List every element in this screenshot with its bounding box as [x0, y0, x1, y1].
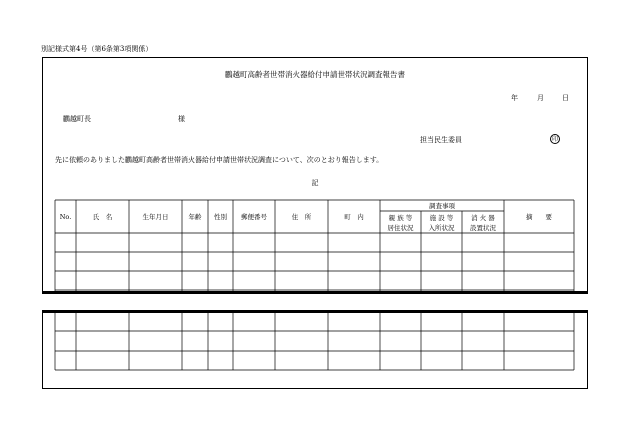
- header-name: 氏 名: [92, 213, 113, 221]
- date-month: 月: [537, 94, 544, 102]
- ki-mark: 記: [311, 179, 319, 187]
- header-extinguisher-1: 消 火 器: [471, 214, 495, 222]
- seal-mark: 印: [551, 136, 558, 143]
- date-year: 年: [511, 94, 518, 102]
- header-relatives-1: 親 族 等: [388, 214, 413, 222]
- header-survey-items: 調査事項: [429, 202, 455, 210]
- header-age: 年齢: [188, 213, 202, 221]
- addressee: 鸝越町長: [63, 115, 91, 123]
- header-address: 住 所: [291, 213, 312, 221]
- document-title: 鸝越町高齢者世帯消火器給付申請世帯状況調査報告書: [225, 70, 405, 79]
- commissioner-label: 担当民生委員: [420, 136, 462, 144]
- body-text: 先に依頼のありました鸝越町高齢者世帯消火器給付申請世帯状況調査について、次のとおり報告します。: [55, 156, 384, 164]
- header-remarks: 摘 要: [526, 213, 552, 221]
- header-facility-1: 施 設 等: [429, 214, 454, 222]
- header-birthdate: 生年月日: [142, 213, 169, 221]
- header-town: 町 内: [344, 213, 364, 221]
- date-day: 日: [562, 94, 569, 102]
- header-no: No.: [59, 213, 72, 221]
- honorific: 様: [178, 115, 185, 123]
- page-break-line-top: [42, 291, 588, 294]
- header-relatives-2: 居住状況: [387, 224, 414, 232]
- page-break-gap: [42, 294, 588, 310]
- form-label: 別記様式第4号（第6条第3項関係）: [41, 45, 153, 53]
- header-extinguisher-2: 設置状況: [470, 224, 496, 232]
- header-facility-2: 入所状況: [428, 224, 455, 232]
- header-sex: 性別: [214, 213, 227, 221]
- header-postal-code: 郵便番号: [241, 213, 267, 221]
- page-break-line-bottom: [42, 310, 588, 313]
